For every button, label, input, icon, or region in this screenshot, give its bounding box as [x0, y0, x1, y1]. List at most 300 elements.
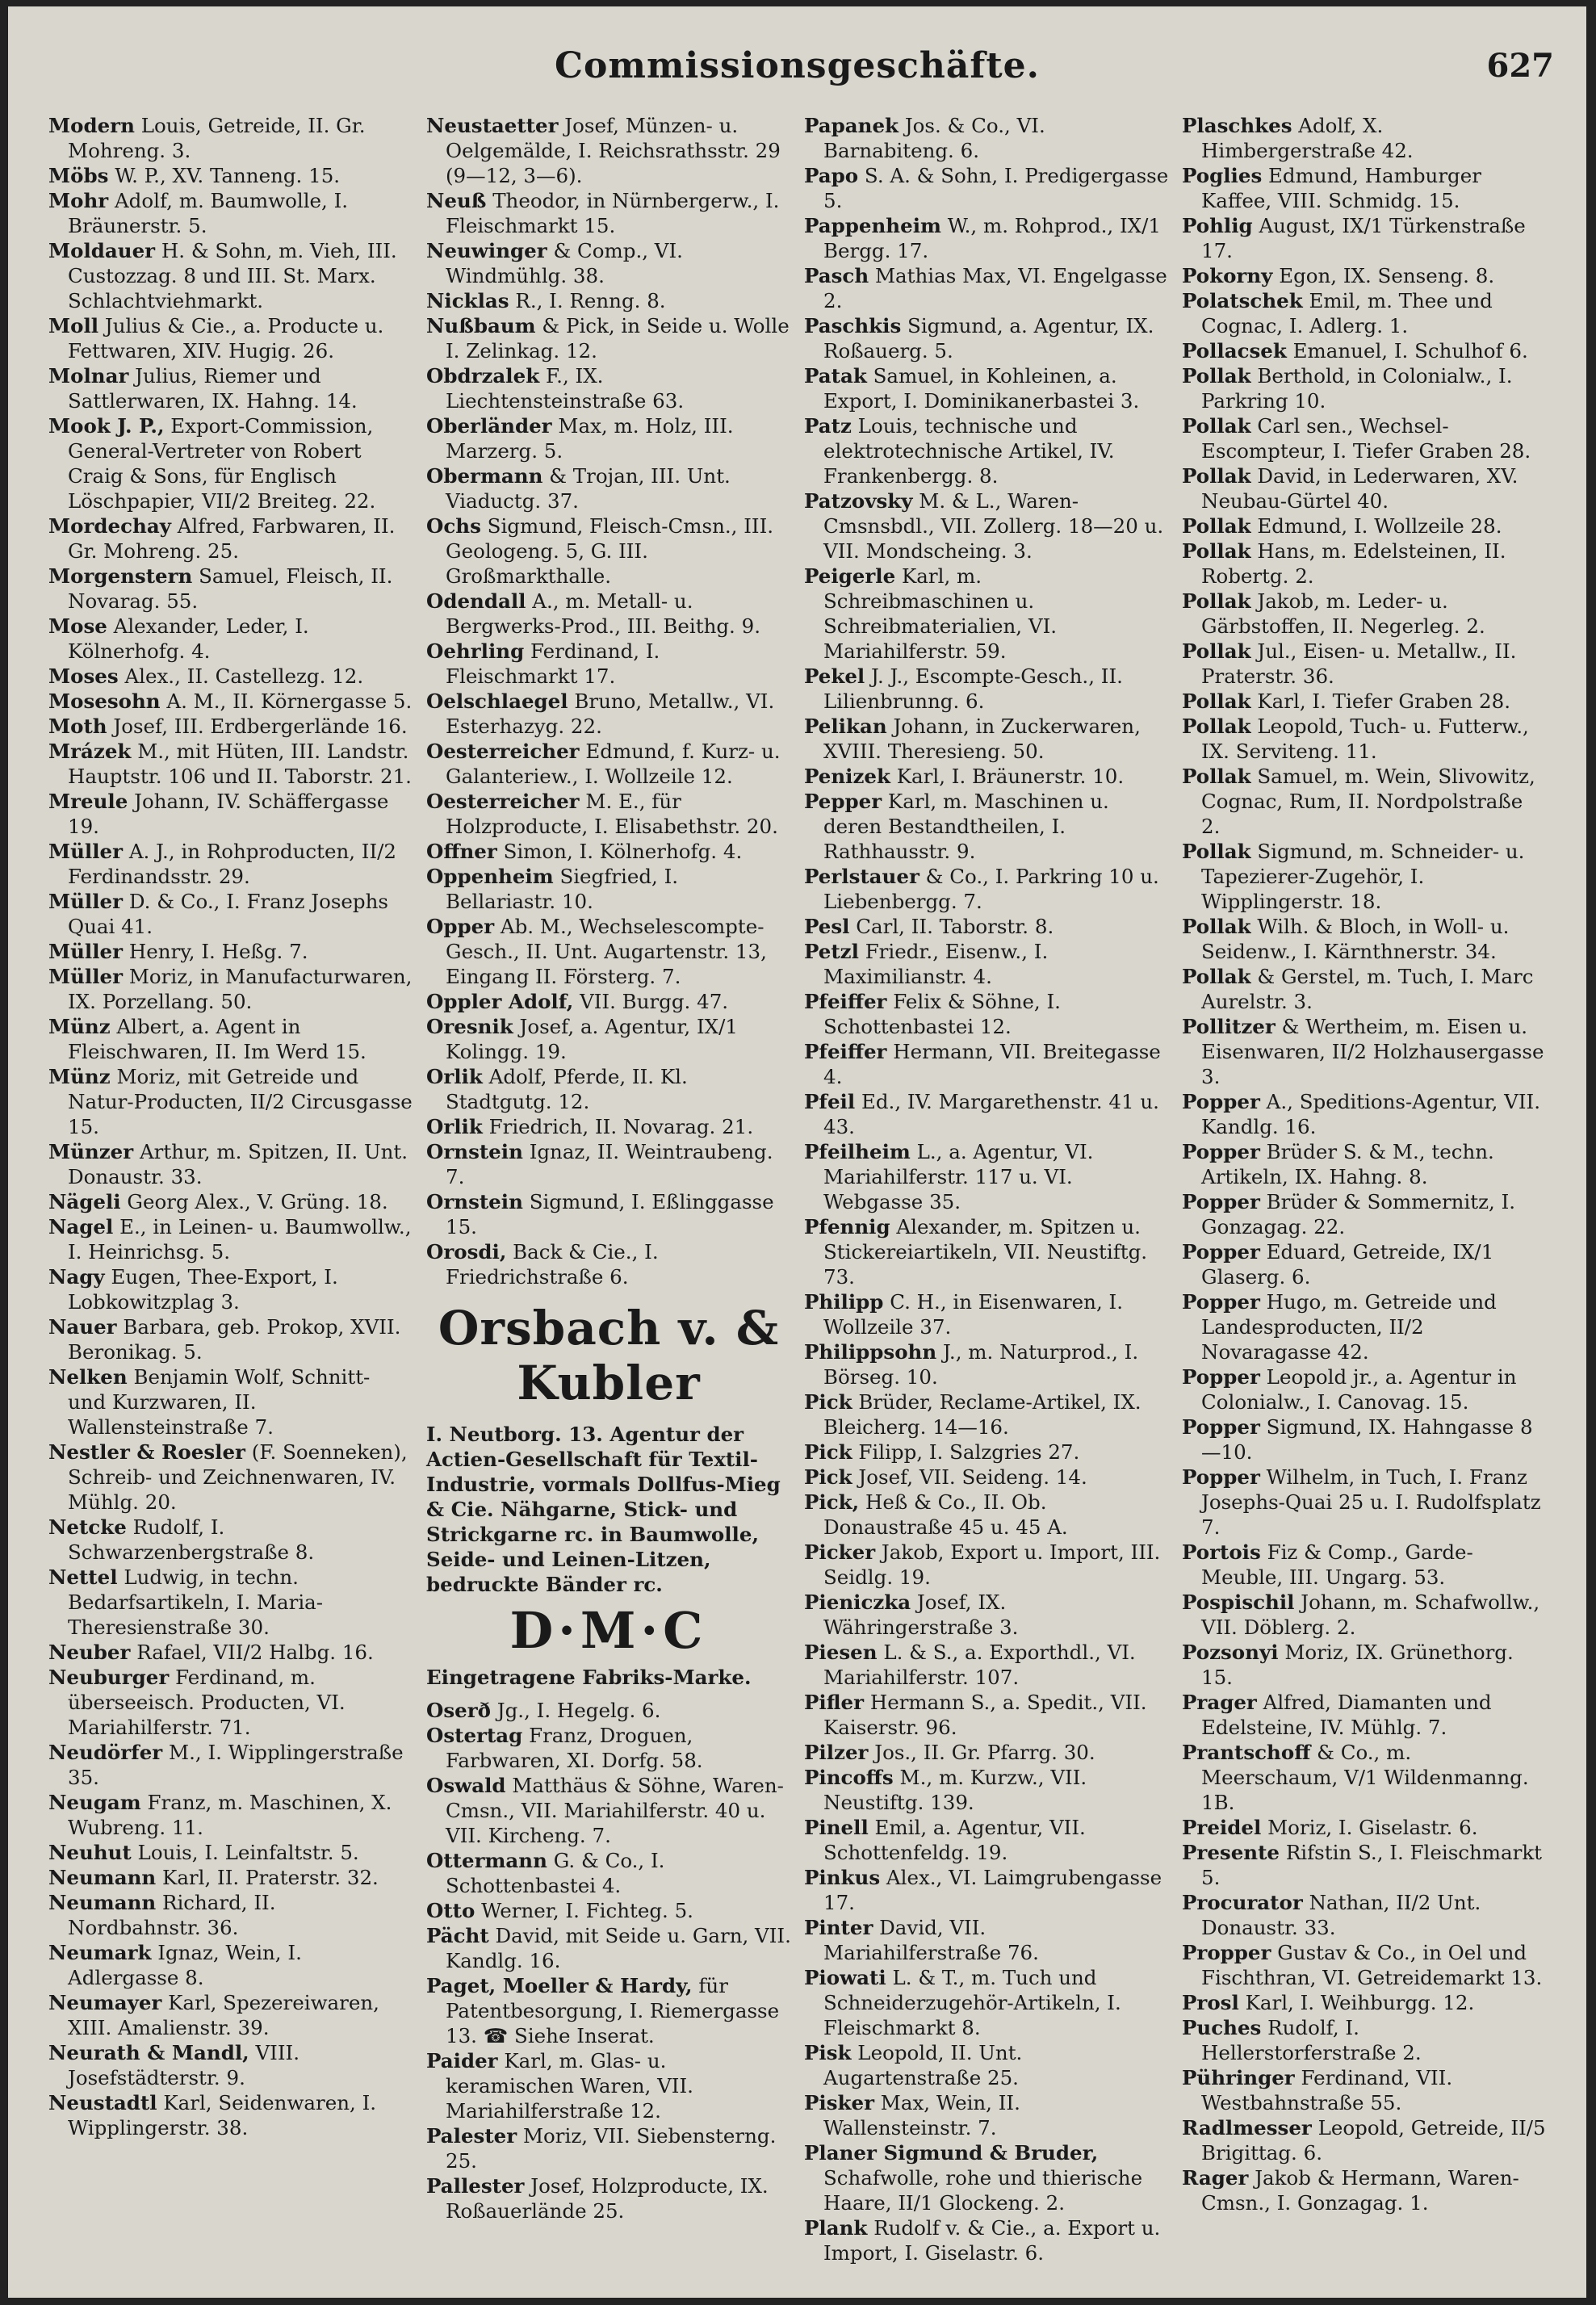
- entry-details: S. A. & Sohn, I. Predigergasse 5.: [823, 164, 1169, 212]
- directory-entry: [1182, 2115, 1547, 2165]
- directory-entry: [426, 789, 791, 839]
- entry-details: Rudolf, I. Schwarzenbergstraße 8.: [68, 1515, 315, 1564]
- entry-details: Theodor, in Nürnbergerw., I. Fleischmarkt 15.: [446, 189, 780, 237]
- directory-entry: [48, 513, 413, 564]
- entry-name: Oesterreicher: [426, 740, 580, 763]
- entry-details: Max, Wein, II. Wallensteinstr. 7.: [823, 2091, 1020, 2139]
- directory-entry: [48, 1790, 413, 1840]
- directory-entry: [48, 1665, 413, 1740]
- entry-details: E., in Leinen- u. Baumwollw., I. Heinrichsg. 5.: [68, 1215, 412, 1264]
- entry-name: Ottermann: [426, 1849, 547, 1872]
- entry-details: Wilhelm, in Tuch, I. Franz Josephs-Quai 25 u. I. Rudolfsplatz 7.: [1201, 1465, 1541, 1539]
- entry-details: Felix & Söhne, I. Schottenbastei 12.: [823, 990, 1061, 1038]
- entry-name: Neustadtl: [48, 2091, 157, 2114]
- entry-details: VIII. Josefstädterstr. 9.: [68, 2041, 300, 2089]
- directory-entry: [48, 789, 413, 839]
- entry-name: Pollak: [1182, 840, 1251, 863]
- directory-entry: [426, 1923, 791, 1973]
- entry-details: Karl, m. Schreibmaschinen u. Schreibmaterialien, VI. Mariahilferstr. 59.: [823, 564, 1058, 663]
- entry-details: A., Speditions-Agentur, VII. Kandlg. 16.: [1201, 1090, 1540, 1138]
- entry-name: Popper: [1182, 1465, 1260, 1489]
- entry-details: Josef, Holzproducte, IX. Roßauerlände 25.: [446, 2174, 769, 2223]
- entry-details: Ed., IV. Margarethenstr. 41 u. 43.: [823, 1090, 1159, 1138]
- entry-name: Neuburger: [48, 1666, 170, 1689]
- directory-entry: [804, 213, 1169, 263]
- entry-name: Paider: [426, 2049, 498, 2072]
- directory-entry: [804, 1389, 1169, 1440]
- directory-entry: [804, 1214, 1169, 1289]
- entry-details: VII. Burgg. 47.: [580, 990, 729, 1013]
- entry-details: L. & T., m. Tuch und Schneiderzugehör-Artikeln, I. Fleischmarkt 8.: [823, 1966, 1121, 2039]
- entry-name: Pinter: [804, 1916, 873, 1939]
- directory-entry: [804, 1139, 1169, 1214]
- entry-name: Müller: [48, 965, 124, 988]
- entry-details: Adolf, m. Baumwolle, I. Bräunerstr. 5.: [68, 189, 349, 237]
- entry-name: Pozsonyi: [1182, 1641, 1279, 1664]
- entry-name: Neumayer: [48, 1991, 162, 2014]
- directory-entry: [48, 1740, 413, 1790]
- entry-name: Planer Sigmund & Bruder,: [804, 2141, 1099, 2165]
- entry-name: Netcke: [48, 1515, 127, 1539]
- entry-details: Karl, I. Tiefer Graben 28.: [1257, 689, 1511, 713]
- entry-details: Josef, III. Erdbergerlände 16.: [113, 715, 408, 738]
- entry-details: C. H., in Eisenwaren, I. Wollzeile 37.: [823, 1290, 1123, 1339]
- entry-details: Franz, m. Maschinen, X. Wubreng. 11.: [68, 1791, 392, 1839]
- entry-name: Pinell: [804, 1816, 869, 1839]
- directory-entry: [1182, 1465, 1547, 1540]
- directory-entry: [426, 188, 791, 238]
- entry-details: Schafwolle, rohe und thierische Haare, II/1 Glockeng. 2.: [823, 2166, 1143, 2215]
- advertisement-trademark-note: Eingetragene Fabriks-Marke.: [426, 1666, 752, 1689]
- entry-name: Orlik: [426, 1115, 483, 1138]
- entry-details: Berthold, in Colonialw., I. Parkring 10.: [1201, 364, 1513, 413]
- entry-details: Georg Alex., V. Grüng. 18.: [127, 1190, 388, 1213]
- entry-name: Pächt: [426, 1924, 489, 1947]
- directory-entry: [1182, 1014, 1547, 1089]
- entry-name: Pick: [804, 1465, 852, 1489]
- entry-name: Picker: [804, 1540, 876, 1564]
- entry-name: Moldauer: [48, 239, 156, 262]
- directory-entry: [804, 1865, 1169, 1915]
- entry-name: Pilzer: [804, 1741, 869, 1764]
- directory-entry: [48, 1139, 413, 1189]
- entry-name: Paschkis: [804, 314, 902, 337]
- entry-details: August, IX/1 Türkenstraße 17.: [1201, 214, 1526, 262]
- entry-name: Ostertag: [426, 1724, 523, 1747]
- entry-details: & Pick, in Seide u. Wolle I. Zelinkag. 12.: [446, 314, 790, 363]
- entry-details: Wilh. & Bloch, in Woll- u. Seidenw., I. Kärnthnerstr. 34.: [1201, 915, 1510, 963]
- directory-entry: [804, 664, 1169, 714]
- directory-entry: [426, 1898, 791, 1923]
- entry-details: Edmund, I. Wollzeile 28.: [1257, 514, 1502, 538]
- entry-details: Sigmund, m. Schneider- u. Tapezierer-Zugehör, I. Wipplingerstr. 18.: [1201, 840, 1525, 913]
- page-number: 627: [1486, 47, 1554, 85]
- directory-entry: [426, 2173, 791, 2223]
- entry-name: Oesterreicher: [426, 790, 580, 813]
- entry-details: Alexander, Leder, I. Kölnerhofg. 4.: [68, 614, 309, 663]
- directory-entry: [48, 1990, 413, 2040]
- entry-details: A. M., II. Körnergasse 5.: [166, 689, 413, 713]
- directory-entry: [1182, 1690, 1547, 1740]
- directory-entry: [426, 363, 791, 413]
- entry-name: Penizek: [804, 765, 890, 788]
- entry-details: Rifstin S., I. Fleischmarkt 5.: [1201, 1841, 1543, 1889]
- entry-details: Julius & Cie., a. Producte u. Fettwaren, XIV. Hugig. 26.: [68, 314, 384, 363]
- entry-name: Pollak: [1182, 965, 1251, 988]
- entry-name: Neuber: [48, 1641, 131, 1664]
- directory-entry: [1182, 539, 1547, 589]
- entry-name: Pieniczka: [804, 1590, 911, 1614]
- entry-name: Pollitzer: [1182, 1015, 1276, 1038]
- entry-name: Pollak: [1182, 689, 1251, 713]
- entry-name: Pasch: [804, 264, 869, 287]
- entry-details: Brüder S. & M., techn. Artikeln, IX. Hahng. 8.: [1201, 1140, 1494, 1188]
- column-2: [423, 113, 801, 2285]
- entry-name: Pollak: [1182, 539, 1251, 563]
- entry-name: Prantschoff: [1182, 1741, 1311, 1764]
- directory-entry: [48, 163, 413, 188]
- directory-entry: [804, 1640, 1169, 1690]
- entry-details: Karl, m. Glas- u. keramischen Waren, VII. Mariahilferstraße 12.: [446, 2049, 693, 2123]
- directory-entry: [1182, 764, 1547, 839]
- entry-details: J., m. Naturprod., I. Börseg. 10.: [823, 1340, 1139, 1389]
- entry-details: H. & Sohn, m. Vieh, III. Custozzag. 8 und III. St. Marx. Schlachtviehmarkt.: [68, 239, 397, 312]
- entry-name: Pifler: [804, 1691, 865, 1714]
- entry-details: Jakob, Export u. Import, III. Seidlg. 19.: [823, 1540, 1161, 1589]
- directory-entry: [1182, 589, 1547, 639]
- directory-entry: [48, 1014, 413, 1064]
- directory-entry: [804, 113, 1169, 163]
- entry-details: Egon, IX. Senseng. 8.: [1279, 264, 1495, 287]
- entry-name: Mook J. P.,: [48, 414, 165, 438]
- entry-details: Adolf, Pferde, II. Kl. Stadtgutg. 12.: [446, 1065, 688, 1113]
- entry-name: Nelken: [48, 1365, 128, 1389]
- entry-details: Jg., I. Hegelg. 6.: [496, 1699, 661, 1722]
- directory-entry: [804, 1490, 1169, 1540]
- entry-details: & Co., I. Parkring 10 u. Liebenbergg. 7.: [823, 865, 1159, 913]
- entry-details: Leopold, Getreide, II/5 Brigittag. 6.: [1201, 2116, 1546, 2165]
- entry-name: Münz: [48, 1065, 111, 1088]
- entry-details: Edmund, f. Kurz- u. Galanteriew., I. Wollzeile 12.: [446, 740, 781, 788]
- entry-name: Radlmesser: [1182, 2116, 1312, 2139]
- entry-name: Pollak: [1182, 715, 1251, 738]
- entry-details: Leopold, II. Unt. Augartenstraße 25.: [823, 2041, 1023, 2089]
- entry-details: Ab. M., Wechselescompte-Gesch., II. Unt. Augartenstr. 13, Eingang II. Försterg. 7.: [446, 915, 767, 988]
- entry-details: Karl, II. Praterstr. 32.: [162, 1866, 379, 1889]
- entry-details: Albert, a. Agent in Fleischwaren, II. Im Werd 15.: [68, 1015, 367, 1063]
- entry-name: Pappenheim: [804, 214, 941, 237]
- entry-details: Julius, Riemer und Sattlerwaren, IX. Hahng. 14.: [68, 364, 358, 413]
- entry-details: Siegfried, I. Bellariastr. 10.: [446, 865, 679, 913]
- entry-details: L., a. Agentur, VI. Mariahilferstr. 117 u. VI. Webgasse 35.: [823, 1140, 1094, 1213]
- directory-entry: [1182, 1540, 1547, 1590]
- entry-details: Leopold, Tuch- u. Futterw., IX. Serviteng. 11.: [1201, 715, 1529, 763]
- entry-name: Nagy: [48, 1265, 105, 1289]
- entry-name: Orlik: [426, 1065, 483, 1088]
- entry-details: M., I. Wipplingerstraße 35.: [68, 1741, 404, 1789]
- entry-name: Müller: [48, 890, 124, 913]
- entry-details: Eduard, Getreide, IX/1 Glaserg. 6.: [1201, 1240, 1494, 1289]
- directory-entry: [48, 363, 413, 413]
- entry-name: Nußbaum: [426, 314, 536, 337]
- entry-name: Pfeiffer: [804, 1040, 887, 1063]
- entry-name: Oswald: [426, 1774, 506, 1797]
- entry-name: Pisker: [804, 2091, 874, 2114]
- entry-details: Barbara, geb. Prokop, XVII. Beronikag. 5.: [68, 1315, 401, 1364]
- entry-details: Adolf, X. Himbergerstraße 42.: [1201, 114, 1414, 162]
- entry-name: Papanek: [804, 114, 899, 137]
- entry-name: Pospischil: [1182, 1590, 1295, 1614]
- directory-entry: [426, 2048, 791, 2123]
- entry-name: Nauer: [48, 1315, 117, 1339]
- directory-entry: [48, 1940, 413, 1990]
- directory-entry: [1182, 839, 1547, 914]
- entry-details: Werner, I. Fichteg. 5.: [481, 1899, 693, 1922]
- directory-entry: [48, 1364, 413, 1440]
- entry-details: Alexander, m. Spitzen u. Stickereiartikeln, VII. Neustiftg. 73.: [823, 1215, 1148, 1289]
- entry-name: Nettel: [48, 1565, 118, 1589]
- entry-name: Philippsohn: [804, 1340, 937, 1364]
- entry-name: Popper: [1182, 1290, 1260, 1314]
- directory-entry: [426, 513, 791, 589]
- entry-details: Back & Cie., I. Friedrichstraße 6.: [446, 1240, 659, 1289]
- directory-entry: [804, 1540, 1169, 1590]
- directory-entry: [48, 939, 413, 964]
- entry-details: Arthur, m. Spitzen, II. Unt. Donaustr. 33.: [68, 1140, 408, 1188]
- directory-entry: [1182, 1815, 1547, 1840]
- entry-name: Neumark: [48, 1941, 152, 1964]
- entry-name: Rager: [1182, 2166, 1249, 2190]
- entry-details: M. & L., Waren-Cmsnsbdl., VII. Zollerg. 18—20 u. VII. Mondscheing. 3.: [823, 489, 1164, 563]
- entry-name: Piowati: [804, 1966, 886, 1989]
- entry-details: Johann, IV. Schäffergasse 19.: [68, 790, 389, 838]
- entry-name: Moth: [48, 715, 107, 738]
- directory-entry: [1182, 1940, 1547, 1990]
- directory-entry: [48, 1440, 413, 1515]
- entry-details: Heß & Co., II. Ob. Donaustraße 45 u. 45 A.: [823, 1490, 1068, 1539]
- directory-entry: [804, 864, 1169, 914]
- directory-entry: [426, 1723, 791, 1773]
- entry-name: Opper: [426, 915, 495, 938]
- entry-details: (F. Soenneken), Schreib- und Zeichnenwaren, IV. Mühlg. 20.: [68, 1440, 408, 1514]
- entry-name: Pallester: [426, 2174, 525, 2198]
- entry-details: Samuel, in Kohleinen, a. Export, I. Dominikanerbastei 3.: [823, 364, 1140, 413]
- entry-details: Karl, I. Weihburgg. 12.: [1245, 1991, 1475, 2014]
- directory-entry: [804, 1289, 1169, 1339]
- directory-entry: [804, 2140, 1169, 2215]
- entry-name: Plaschkes: [1182, 114, 1292, 137]
- entry-details: Josef, a. Agentur, IX/1 Kolingg. 19.: [446, 1015, 738, 1063]
- entry-name: Münzer: [48, 1140, 134, 1163]
- entry-details: Johann, m. Schafwollw., VII. Döblerg. 2.: [1201, 1590, 1540, 1639]
- directory-entry: [48, 1314, 413, 1364]
- directory-entry: [1182, 363, 1547, 413]
- entry-details: A., m. Metall- u. Bergwerks-Prod., III. Beithg. 9.: [446, 589, 760, 638]
- directory-entry: [48, 188, 413, 238]
- directory-entry: [48, 964, 413, 1014]
- entry-name: Popper: [1182, 1365, 1260, 1389]
- entry-name: Müller: [48, 940, 124, 963]
- directory-entry: [48, 113, 413, 163]
- directory-entry: [426, 639, 791, 689]
- directory-entry: [426, 113, 791, 188]
- entry-details: Filipp, I. Salzgries 27.: [858, 1440, 1080, 1464]
- directory-entry: [1182, 714, 1547, 764]
- entry-details: Jos. & Co., VI. Barnabiteng. 6.: [823, 114, 1045, 162]
- directory-entry: [48, 714, 413, 739]
- entry-name: Ochs: [426, 514, 481, 538]
- directory-entry: [804, 1815, 1169, 1865]
- entry-details: Rudolf, I. Hellerstorferstraße 2.: [1201, 2016, 1422, 2064]
- directory-entry: [426, 1014, 791, 1064]
- directory-entry: [48, 739, 413, 789]
- directory-entry: [804, 1740, 1169, 1765]
- directory-entry: [804, 939, 1169, 989]
- directory-entry: [1182, 2015, 1547, 2065]
- entry-details: Ignaz, Wein, I. Adlergasse 8.: [68, 1941, 302, 1989]
- directory-entry: [48, 1890, 413, 1940]
- directory-entry: [1182, 288, 1547, 338]
- directory-entry: [1182, 1239, 1547, 1289]
- entry-name: Nägeli: [48, 1190, 121, 1213]
- directory-entry: [804, 313, 1169, 363]
- directory-entry: [48, 1214, 413, 1264]
- entry-name: Popper: [1182, 1090, 1260, 1113]
- entry-name: Oelschlaegel: [426, 689, 568, 713]
- entry-details: für Patentbesorgung, I. Riemergasse 13. ☎ Siehe Inserat.: [446, 1974, 780, 2047]
- directory-entry: [48, 564, 413, 614]
- entry-name: Portois: [1182, 1540, 1261, 1564]
- entry-details: Sigmund, Fleisch-Cmsn., III. Geologeng. 5, G. III. Großmarkthalle.: [446, 514, 774, 588]
- entry-details: Alex., VI. Laimgrubengasse 17.: [823, 1866, 1162, 1914]
- entry-details: Nathan, II/2 Unt. Donaustr. 33.: [1201, 1891, 1481, 1939]
- directory-entry: [426, 1239, 791, 1289]
- entry-details: Export-Commission, General-Vertreter von Robert Craig & Sons, für Englisch Löschpapier, VII/2 Breiteg. 22.: [68, 414, 376, 513]
- entry-details: Samuel, Fleisch, II. Novarag. 55.: [68, 564, 393, 613]
- directory-entry: [1182, 1414, 1547, 1465]
- entry-details: Leopold jr., a. Agentur in Colonialw., I. Canovag. 15.: [1201, 1365, 1517, 1414]
- entry-name: Popper: [1182, 1240, 1260, 1264]
- entry-name: Prager: [1182, 1691, 1257, 1714]
- entry-details: & Wertheim, m. Eisen u. Eisenwaren, II/2 Holzhausergasse 3.: [1201, 1015, 1544, 1088]
- directory-entry: [48, 1840, 413, 1865]
- entry-name: Nicklas: [426, 289, 509, 312]
- entry-name: Pick: [804, 1390, 852, 1414]
- entry-name: Perlstauer: [804, 865, 919, 888]
- entry-details: David, in Lederwaren, XV. Neubau-Gürtel 40.: [1201, 464, 1519, 513]
- entry-name: Pepper: [804, 790, 882, 813]
- directory-entry: [1182, 513, 1547, 539]
- entry-details: Friedr., Eisenw., I. Maximilianstr. 4.: [823, 940, 1049, 988]
- entry-name: Neurath & Mandl,: [48, 2041, 249, 2064]
- entry-details: Johann, in Zuckerwaren, XVIII. Theresieng. 50.: [823, 715, 1141, 763]
- directory-entry: [804, 2090, 1169, 2140]
- directory-entry: [48, 2040, 413, 2090]
- entry-details: Fiz & Comp., Garde-Meuble, III. Ungarg. 53.: [1201, 1540, 1473, 1589]
- entry-details: Edmund, Hamburger Kaffee, VIII. Schmidg. 15.: [1201, 164, 1481, 212]
- entry-name: Oberländer: [426, 414, 552, 438]
- directory-entry: [426, 413, 791, 463]
- entry-name: Pinkus: [804, 1866, 881, 1889]
- directory-entry: [426, 839, 791, 864]
- advertisement: [426, 1301, 791, 1690]
- entry-details: M., mit Hüten, III. Landstr. Hauptstr. 106 und II. Taborstr. 21.: [68, 740, 412, 788]
- entry-details: Josef, VII. Seideng. 14.: [858, 1465, 1087, 1489]
- directory-entry: [426, 463, 791, 513]
- entry-name: Papo: [804, 164, 859, 187]
- directory-entry: [804, 163, 1169, 213]
- directory-entry: [426, 1064, 791, 1114]
- entry-details: Jul., Eisen- u. Metallw., II. Praterstr. 36.: [1201, 639, 1517, 688]
- entry-name: Pfennig: [804, 1215, 890, 1238]
- advertisement-body: I. Neutborg. 13. Agentur der Actien-Gesellschaft für Textil-Industrie, vormals Dollfus-Mieg & Cie. Nähgarne, Stick- und Strickgarne rc. in Baumwolle, Seide- und Leinen-Litzen, bedruckte Bänder rc.: [426, 1423, 781, 1596]
- entry-name: Pollak: [1182, 464, 1251, 488]
- entry-details: Moriz, mit Getreide und Natur-Producten, II/2 Circusgasse 15.: [68, 1065, 413, 1138]
- entry-name: Obdrzalek: [426, 364, 540, 388]
- entry-name: Oresnik: [426, 1015, 513, 1038]
- directory-entry: [1182, 1740, 1547, 1815]
- entry-details: Richard, II. Nordbahnstr. 36.: [68, 1891, 276, 1939]
- entry-name: Müller: [48, 840, 124, 863]
- directory-entry: [426, 864, 791, 914]
- entry-details: Karl, m. Maschinen u. deren Bestandtheilen, I. Rathhausstr. 9.: [823, 790, 1109, 863]
- directory-entry: [804, 2040, 1169, 2090]
- entry-name: Neuwinger: [426, 239, 547, 262]
- entry-details: M., m. Kurzw., VII. Neustiftg. 139.: [823, 1766, 1087, 1814]
- entry-details: Henry, I. Heßg. 7.: [128, 940, 308, 963]
- entry-details: & Trojan, III. Unt. Viaductg. 37.: [446, 464, 731, 513]
- directory-entry: [1182, 639, 1547, 689]
- directory-entry: [1182, 413, 1547, 463]
- entry-name: Neumann: [48, 1866, 157, 1889]
- directory-entry: [1182, 1364, 1547, 1414]
- entry-name: Popper: [1182, 1415, 1260, 1439]
- entry-name: Pollak: [1182, 639, 1251, 663]
- directory-entry: [426, 1698, 791, 1723]
- entry-name: Neustaetter: [426, 114, 559, 137]
- directory-entry: [426, 689, 791, 739]
- entry-details: Ludwig, in techn. Bedarfsartikeln, I. Maria-Theresienstraße 30.: [68, 1565, 324, 1639]
- column-4: [1179, 113, 1556, 2285]
- directory-entry: [804, 363, 1169, 413]
- directory-entry: [426, 238, 791, 288]
- entry-name: Pollacsek: [1182, 339, 1287, 363]
- directory-entry: [48, 1064, 413, 1139]
- entry-details: Sigmund, IX. Hahngasse 8—10.: [1201, 1415, 1533, 1464]
- entry-name: Mrázek: [48, 740, 132, 763]
- entry-name: Pekel: [804, 664, 865, 688]
- entry-details: Karl, Seidenwaren, I. Wipplingerstr. 38.: [68, 2091, 377, 2139]
- directory-entry: [1182, 1189, 1547, 1239]
- directory-entry: [1182, 163, 1547, 213]
- entry-name: Poglies: [1182, 164, 1263, 187]
- entry-details: Franz, Droguen, Farbwaren, XI. Dorfg. 58.: [446, 1724, 703, 1772]
- entry-name: Offner: [426, 840, 497, 863]
- directory-entry: [1182, 1289, 1547, 1364]
- entry-name: Patzovsky: [804, 489, 913, 513]
- entry-name: Pfeiffer: [804, 990, 887, 1013]
- entry-details: Matthäus & Söhne, Waren-Cmsn., VII. Mariahilferstr. 40 u. VII. Kircheng. 7.: [446, 1774, 784, 1847]
- entry-name: Pühringer: [1182, 2066, 1295, 2089]
- entry-details: Ferdinand, VII. Westbahnstraße 55.: [1201, 2066, 1453, 2114]
- entry-name: Petzl: [804, 940, 859, 963]
- entry-details: & Gerstel, m. Tuch, I. Marc Aurelstr. 3.: [1201, 965, 1534, 1013]
- directory-entry: [1182, 689, 1547, 714]
- directory-entry: [426, 1189, 791, 1239]
- entry-details: Sigmund, a. Agentur, IX. Roßauerg. 5.: [823, 314, 1154, 363]
- entry-name: Moses: [48, 664, 119, 688]
- directory-entry: [1182, 914, 1547, 964]
